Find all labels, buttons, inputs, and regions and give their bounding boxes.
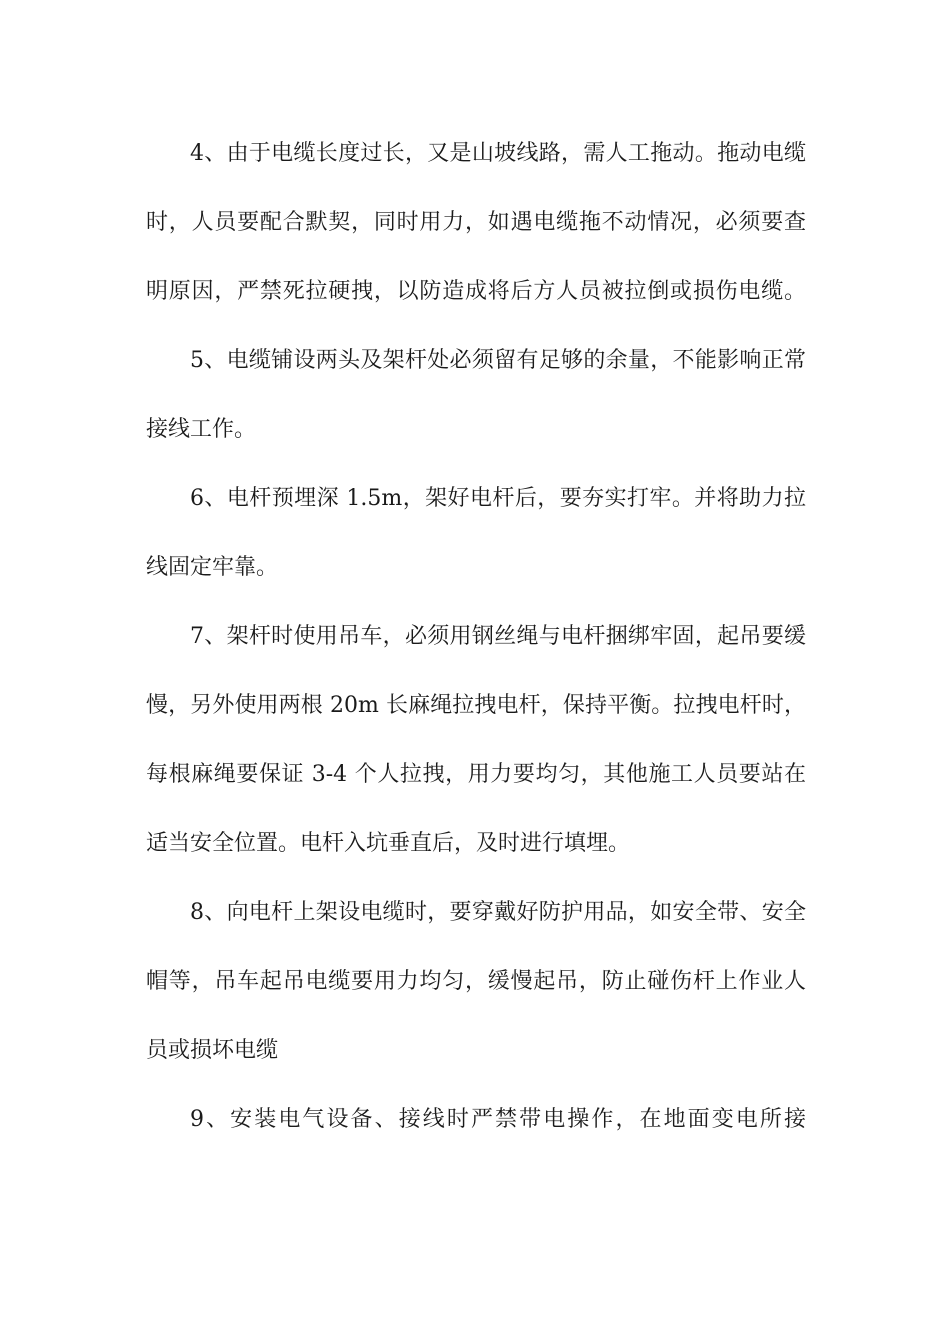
paragraph-4-line-2: 时，人员要配合默契，同时用力，如遇电缆拖不动情况，必须要查 [146,210,806,235]
paragraph-8-line-1: 8、向电杆上架设电缆时，要穿戴好防护用品，如安全带、安全 [190,900,806,925]
paragraph-6-line-1: 6、电杆预埋深 1.5m，架好电杆后，要夯实打牢。并将助力拉 [190,486,806,511]
paragraph-4-line-1: 4、由于电缆长度过长，又是山坡线路，需人工拖动。拖动电缆 [190,141,806,166]
paragraph-6-line-2: 线固定牢靠。 [146,555,279,580]
paragraph-7-line-4: 适当安全位置。电杆入坑垂直后，及时进行填埋。 [146,831,631,856]
paragraph-9-line-1: 9、安装电气设备、接线时严禁带电操作，在地面变电所接 [190,1107,806,1132]
paragraph-7-line-2: 慢，另外使用两根 20m 长麻绳拉拽电杆，保持平衡。拉拽电杆时， [146,693,806,718]
paragraph-4-line-3: 明原因，严禁死拉硬拽，以防造成将后方人员被拉倒或损伤电缆。 [146,279,806,304]
paragraph-8-line-2: 帽等，吊车起吊电缆要用力均匀，缓慢起吊，防止碰伤杆上作业人 [146,969,806,994]
paragraph-7-line-3: 每根麻绳要保证 3-4 个人拉拽，用力要均匀，其他施工人员要站在 [146,762,806,787]
paragraph-5-line-2: 接线工作。 [146,417,257,442]
paragraph-7-line-1: 7、架杆时使用吊车，必须用钢丝绳与电杆捆绑牢固，起吊要缓 [190,624,806,649]
paragraph-5-line-1: 5、电缆铺设两头及架杆处必须留有足够的余量，不能影响正常 [190,348,806,373]
paragraph-8-line-3: 员或损坏电缆 [146,1038,279,1063]
